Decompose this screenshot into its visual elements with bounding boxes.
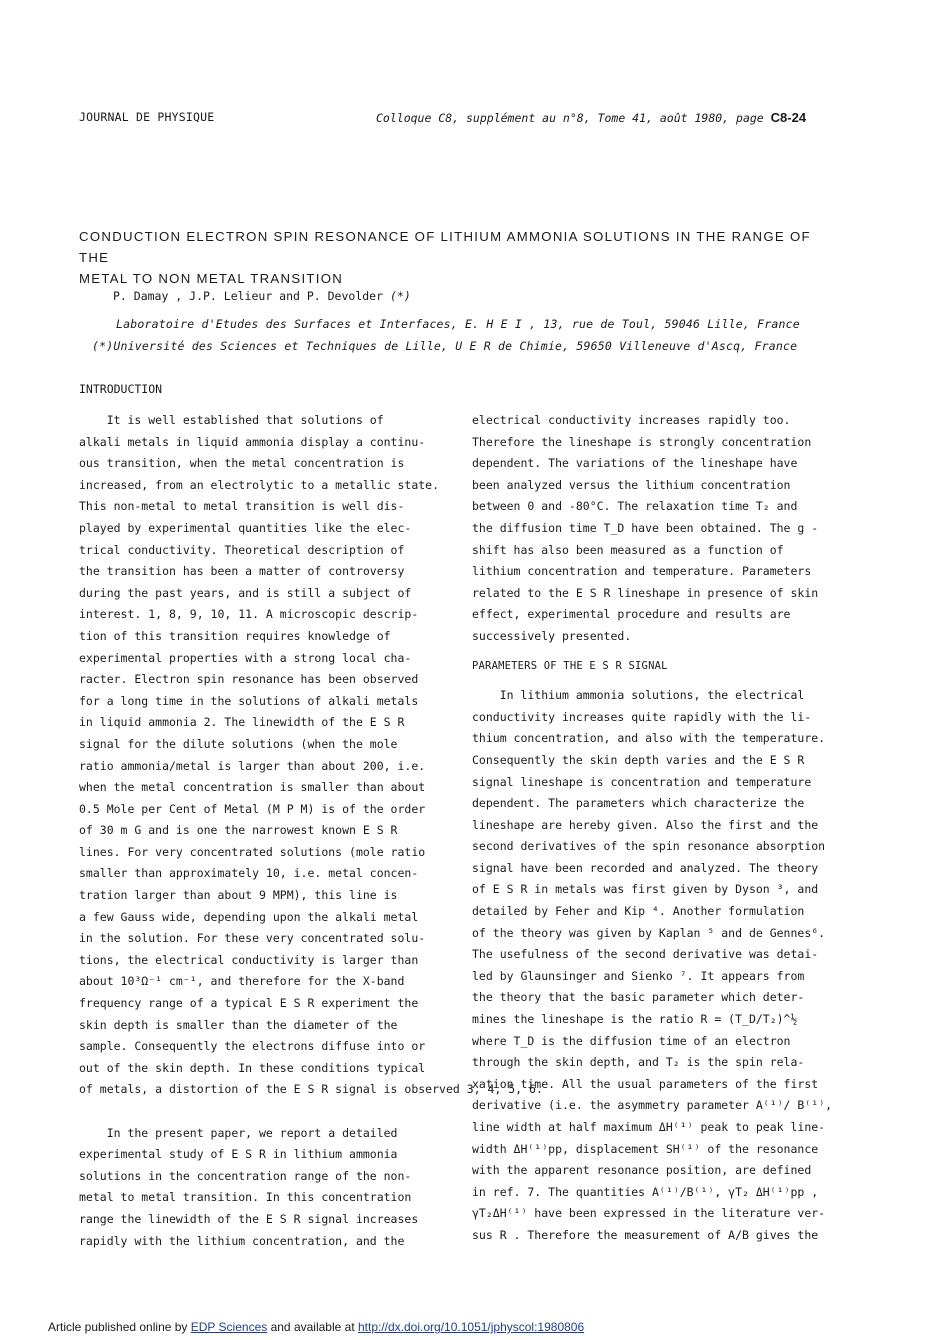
text-line: In lithium ammonia solutions, the electrical: [472, 688, 805, 703]
right-column-part-b: [472, 685, 844, 1246]
text-line: tion of this transition requires knowledge of: [79, 628, 391, 643]
text-line: metal to metal transition. In this concentration: [79, 1190, 412, 1205]
text-line: The usefulness of the second derivative was detai-: [472, 947, 819, 962]
text-line: smaller than approximately 10, i.e. metal concen-: [79, 866, 419, 881]
footer: [48, 1320, 584, 1334]
text-line: sample. Consequently the electrons diffuse into or: [79, 1039, 426, 1054]
text-line: Therefore the lineshape is strongly concentration: [472, 434, 812, 449]
text-line: through the skin depth, and T₂ is the spin rela-: [472, 1055, 805, 1070]
text-line: signal have been recorded and analyzed. The theory: [472, 860, 819, 875]
text-line: ous transition, when the metal concentration is: [79, 456, 405, 471]
footer-prefix: Article published online by: [48, 1320, 191, 1334]
text-line: conductivity increases quite rapidly with the li-: [472, 709, 812, 724]
text-line: derivative (i.e. the asymmetry parameter A⁽¹⁾/ B⁽¹⁾,: [472, 1098, 833, 1113]
text-line: led by Glaunsinger and Sienko ⁷. It appears from: [472, 968, 805, 983]
text-line: This non-metal to metal transition is well dis-: [79, 499, 405, 514]
page-number: C8-24: [770, 110, 807, 125]
text-line: width ΔH⁽¹⁾pp, displacement SH⁽¹⁾ of the resonance: [472, 1141, 819, 1156]
text-line: dependent. The variations of the lineshape have: [472, 456, 798, 471]
text-line: tration larger than about 9 MPM), this line is: [79, 888, 398, 903]
text-line: ratio ammonia/metal is larger than about 200, i.e.: [79, 758, 426, 773]
author-names: P. Damay , J.P. Lelieur and P. Devolder: [113, 289, 384, 303]
text-line: been analyzed versus the lithium concentration: [472, 477, 791, 492]
text-line: interest. 1, 8, 9, 10, 11. A microscopic descrip-: [79, 607, 419, 622]
text-line: related to the E S R lineshape in presence of skin: [472, 585, 819, 600]
citation-text: Colloque C8, supplément au n°8, Tome 41, août 1980, page: [376, 111, 771, 125]
text-line: lines. For very concentrated solutions (mole ratio: [79, 844, 426, 859]
text-line: played by experimental quantities like the elec-: [79, 520, 412, 535]
right-column-part-a: [472, 410, 844, 648]
text-line: when the metal concentration is smaller than about: [79, 780, 426, 795]
paper-title: [79, 226, 839, 289]
text-line: of the theory was given by Kaplan ⁵ and de Gennes⁶.: [472, 925, 826, 940]
text-line: in ref. 7. The quantities A⁽¹⁾/B⁽¹⁾, γT₂ ΔH⁽¹⁾pp ,: [472, 1184, 819, 1199]
text-line: about 10³Ω⁻¹ cm⁻¹, and therefore for the X-band: [79, 974, 405, 989]
text-line: for a long time in the solutions of alkali metals: [79, 693, 419, 708]
text-line: successively presented.: [472, 628, 632, 643]
text-line: lineshape are hereby given. Also the first and the: [472, 817, 819, 832]
text-line: Consequently the skin depth varies and the E S R: [472, 752, 805, 767]
text-line: [79, 1101, 451, 1123]
text-line: range the linewidth of the E S R signal increases: [79, 1211, 419, 1226]
author-mark: (*): [389, 289, 411, 303]
text-line: trical conductivity. Theoretical description of: [79, 542, 405, 557]
text-line: dependent. The parameters which characterize the: [472, 796, 805, 811]
text-line: γT₂ΔH⁽¹⁾ have been expressed in the literature ver-: [472, 1206, 826, 1221]
text-line: line width at half maximum ΔH⁽¹⁾ peak to peak line-: [472, 1120, 826, 1134]
text-line: shift has also been measured as a function of: [472, 542, 784, 557]
publisher-link[interactable]: EDP Sciences: [190, 1320, 268, 1334]
text-line: increased, from an electrolytic to a metallic state.: [79, 477, 440, 492]
text-line: In the present paper, we report a detailed: [79, 1125, 398, 1140]
text-line: solutions in the concentration range of the non-: [79, 1168, 412, 1183]
text-line: second derivatives of the spin resonance absorption: [472, 839, 826, 854]
text-line: the transition has been a matter of controversy: [79, 564, 405, 579]
text-line: rapidly with the lithium concentration, and the: [79, 1233, 405, 1248]
text-line: 0.5 Mole per Cent of Metal (M P M) is of the order: [79, 801, 426, 816]
text-line: in the solution. For these very concentrated solu-: [79, 931, 426, 946]
text-line: electrical conductivity increases rapidly too.: [472, 413, 791, 427]
text-line: mines the lineshape is the ratio R = (T_D/T₂)^½: [472, 1012, 798, 1027]
text-line: out of the skin depth. In these conditions typical: [79, 1060, 426, 1075]
affiliation: Laboratoire d'Etudes des Surfaces et Interfaces, E. H E I , 13, rue de Toul, 59046 Lille, France: [116, 317, 800, 331]
text-line: of E S R in metals was first given by Dyson ³, and: [472, 882, 819, 897]
text-line: tions, the electrical conductivity is larger than: [79, 952, 419, 967]
text-line: where T_D is the diffusion time of an electron: [472, 1033, 791, 1048]
text-line: signal for the dilute solutions (when the mole: [79, 736, 398, 751]
text-line: the diffusion time T_D have been obtained. The g -: [472, 520, 819, 535]
text-line: effect, experimental procedure and results are: [472, 607, 791, 622]
text-line: experimental properties with a strong local cha-: [79, 650, 412, 665]
text-line: between 0 and -80°C. The relaxation time T₂ and: [472, 499, 798, 514]
text-line: frequency range of a typical E S R experiment the: [79, 996, 419, 1011]
text-line: It is well established that solutions of: [79, 413, 384, 427]
text-line: a few Gauss wide, depending upon the alkali metal: [79, 909, 419, 924]
text-line: during the past years, and is still a subject of: [79, 585, 412, 600]
text-line: signal lineshape is concentration and temperature: [472, 774, 812, 789]
text-line: of metals, a distortion of the E S R signal is observed 3, 4, 5, 6.: [79, 1082, 543, 1097]
left-column: [79, 410, 543, 1252]
right-column: [472, 410, 844, 1247]
text-line: racter. Electron spin resonance has been observed: [79, 672, 419, 687]
affiliation: (*)Université des Sciences et Techniques de Lille, U E R de Chimie, 59650 Villeneuve d'Ascq, France: [92, 339, 798, 353]
text-line: lithium concentration and temperature. Parameters: [472, 564, 812, 579]
doi-link[interactable]: http://dx.doi.org/10.1051/jphyscol:1980806: [357, 1320, 585, 1334]
text-line: sus R . Therefore the measurement of A/B gives the: [472, 1227, 819, 1242]
text-line: skin depth is smaller than the diameter of the: [79, 1017, 398, 1032]
section-heading-parameters: PARAMETERS OF THE E S R SIGNAL: [472, 659, 668, 672]
text-line: detailed by Feher and Kip ⁴. Another formulation: [472, 904, 805, 919]
text-line: in liquid ammonia 2. The linewidth of the E S R: [79, 715, 405, 730]
text-line: with the apparent resonance position, are defined: [472, 1163, 812, 1178]
text-line: alkali metals in liquid ammonia display a continu-: [79, 434, 426, 449]
text-line: xation time. All the usual parameters of the first: [472, 1076, 819, 1091]
title-line: METAL TO NON METAL TRANSITION: [79, 271, 344, 286]
citation: [376, 110, 806, 125]
journal-name: JOURNAL DE PHYSIQUE: [79, 110, 215, 124]
footer-middle: and available at: [267, 1320, 358, 1334]
section-heading-introduction: INTRODUCTION: [79, 382, 163, 396]
text-line: thium concentration, and also with the temperature.: [472, 731, 826, 746]
authors: [113, 289, 411, 303]
title-line: CONDUCTION ELECTRON SPIN RESONANCE OF LITHIUM AMMONIA SOLUTIONS IN THE RANGE OF THE: [79, 229, 811, 265]
text-line: of 30 m G and is one the narrowest known E S R: [79, 823, 398, 838]
text-line: experimental study of E S R in lithium ammonia: [79, 1147, 398, 1162]
text-line: the theory that the basic parameter which deter-: [472, 990, 805, 1005]
